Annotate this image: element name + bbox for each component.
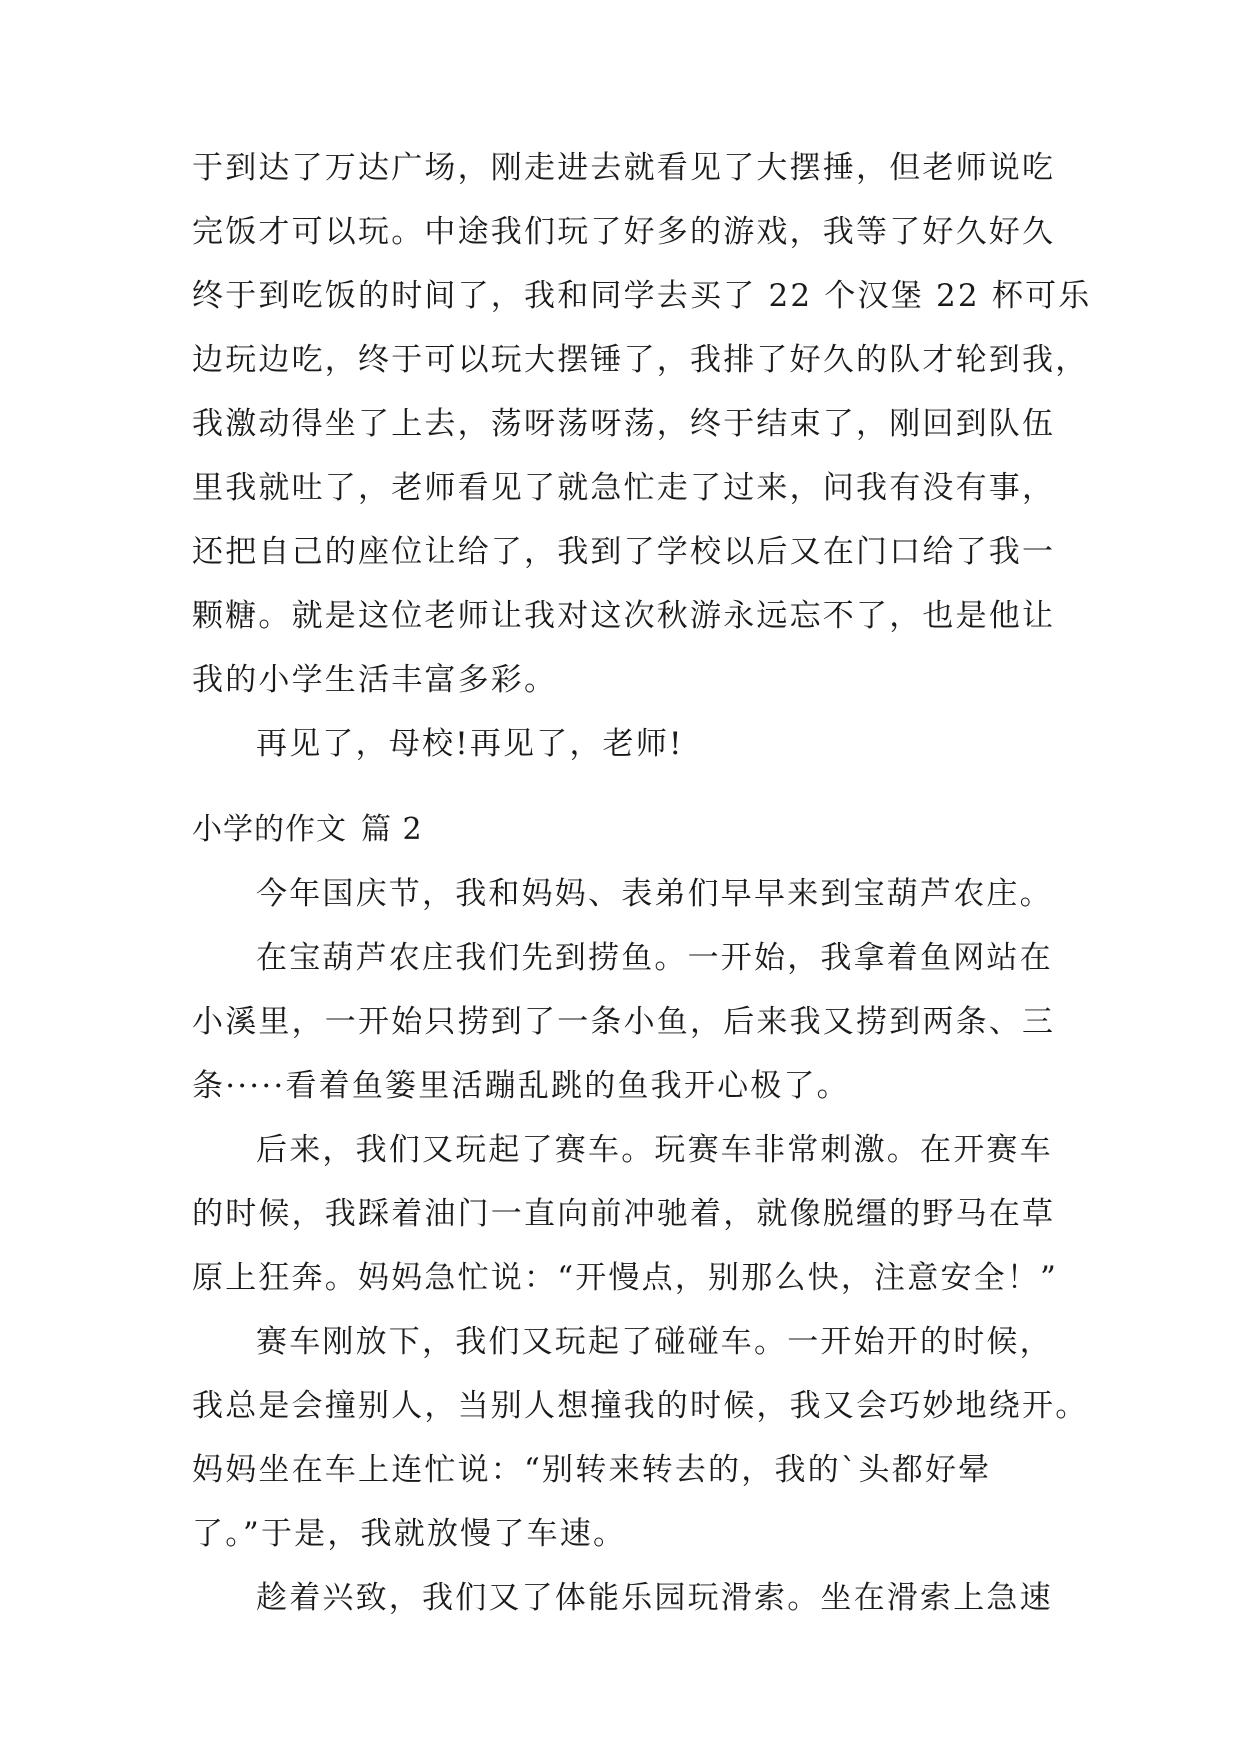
closing-line: 再见了，母校!再见了，老师! [256,726,684,762]
section-heading [192,798,1072,862]
paragraph [192,1118,1072,1310]
essay-continuation [192,136,1092,776]
text-line: 颗糖。就是这位老师让我对这次秋游永远忘不了，也是他让 [192,598,1056,634]
text-line: 妈妈坐在车上连忙说：“别转来转去的，我的`头都好晕 [192,1452,992,1488]
section-title: 小学的作文 [192,812,347,847]
paragraph [192,926,1072,1118]
section-number: 篇 2 [361,812,423,847]
text-line: 原上狂奔。妈妈急忙说：“开慢点，别那么快，注意安全！” [192,1260,1059,1296]
text-line: 赛车刚放下，我们又玩起了碰碰车。一开始开的时候， [256,1324,1053,1360]
text-line: 完饭才可以玩。中途我们玩了好多的游戏，我等了好久好久 [192,214,1056,250]
text-line: 于到达了万达广场，刚走进去就看见了大摆捶，但老师说吃 [192,150,1056,186]
text-line: 条·····看着鱼篓里活蹦乱跳的鱼我开心极了。 [192,1068,850,1104]
text-line: 边玩边吃，终于可以玩大摆锤了，我排了好久的队才轮到我， [192,342,1089,378]
text-line: 我的小学生活丰富多彩。 [192,662,558,698]
text-line: 我激动得坐了上去，荡呀荡呀荡，终于结束了，刚回到队伍 [192,406,1056,442]
paragraph [192,862,1072,926]
text-line: 还把自己的座位让给了，我到了学校以后又在门口给了我一 [192,534,1056,570]
text-line: 小溪里，一开始只捞到了一条小鱼，后来我又捞到两条、三 [192,1004,1056,1040]
text-line: 的时候，我踩着油门一直向前冲驰着，就像脱缰的野马在草 [192,1196,1056,1232]
paragraph [192,1310,1089,1566]
text-line: 我总是会撞别人，当别人想撞我的时候，我又会巧妙地绕开。 [192,1388,1089,1424]
text-line: 了。”于是，我就放慢了车速。 [192,1516,627,1552]
text-line: 在宝葫芦农庄我们先到捞鱼。一开始，我拿着鱼网站在 [256,940,1053,976]
text-line: 今年国庆节，我和妈妈、表弟们早早来到宝葫芦农庄。 [256,876,1053,912]
text-line: 终于到吃饭的时间了，我和同学去买了 22 个汉堡 22 杯可乐 [192,278,1092,314]
text-line: 里我就吐了，老师看见了就急忙走了过来，问我有没有事， [192,470,1056,506]
text-line: 后来，我们又玩起了赛车。玩赛车非常刺激。在开赛车 [256,1132,1053,1168]
essay-section-2 [192,798,1089,1630]
text-line: 趁着兴致，我们又了体能乐园玩滑索。坐在滑索上急速 [256,1580,1053,1616]
paragraph [192,1566,1072,1630]
